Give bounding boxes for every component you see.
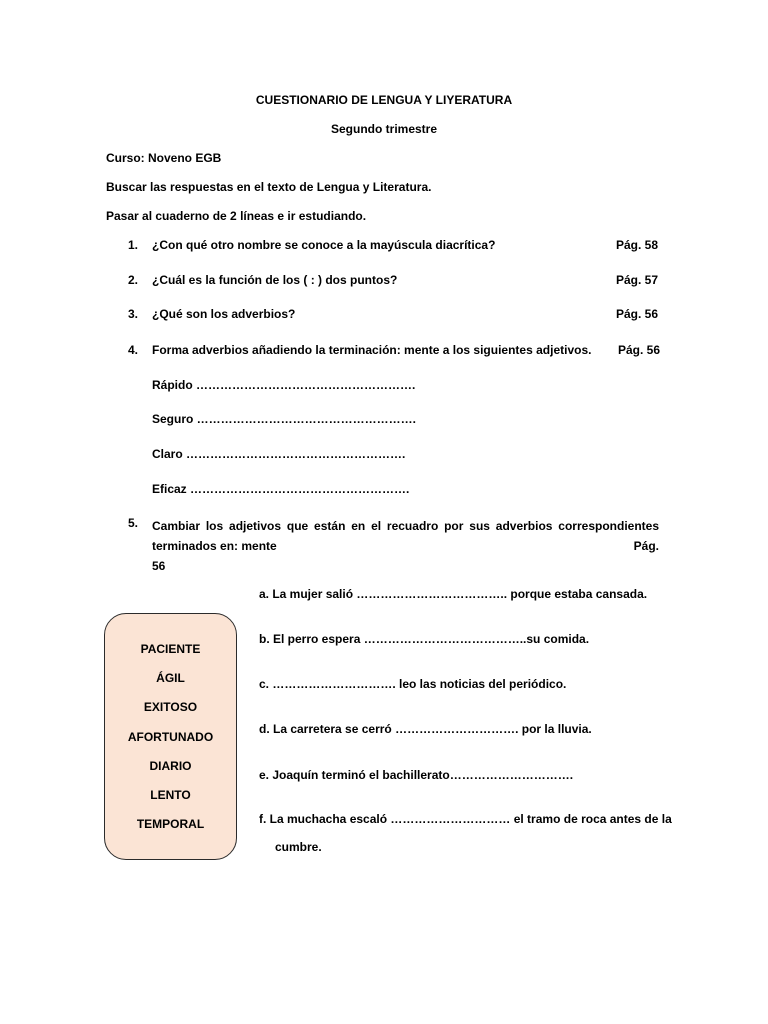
adjective-word-box: [104, 613, 237, 860]
question-5-number: 5.: [128, 516, 139, 530]
page-reference: Pág. 58: [615, 238, 658, 252]
fill-line-rapido: Rápido ……………………………………………….: [152, 378, 416, 392]
sentence-f-continuation: cumbre.: [275, 840, 322, 854]
question-number: 1.: [128, 238, 139, 252]
question-5-line-1: Cambiar los adjetivos que están en el recuadro por sus adverbios correspondientes: [152, 519, 659, 533]
question-4: [0, 343, 768, 363]
question-5: [152, 516, 659, 576]
page-reference-label: Pág.: [633, 539, 659, 553]
fill-line-claro: Claro ……………………………………………….: [152, 447, 406, 461]
sentence-c: c. …………………………. leo las noticias del periódico.: [259, 677, 567, 691]
question-number: 3.: [128, 307, 139, 321]
word-item: ÁGIL: [156, 671, 185, 685]
document-title: CUESTIONARIO DE LENGUA Y LIYERATURA: [255, 93, 513, 107]
question-text: ¿Qué son los adverbios?: [152, 307, 296, 321]
question-number: 2.: [128, 273, 139, 287]
page-reference: Pág. 56: [617, 343, 660, 357]
word-item: LENTO: [150, 788, 191, 802]
question-2: [0, 273, 768, 293]
page-reference: Pág. 57: [615, 273, 658, 287]
question-text: ¿Con qué otro nombre se conoce a la mayúscula diacrítica?: [152, 238, 496, 252]
word-item: TEMPORAL: [136, 817, 205, 831]
word-item: DIARIO: [149, 759, 192, 773]
course-label: Curso: Noveno EGB: [106, 151, 222, 165]
page-reference-number: 56: [152, 559, 166, 573]
question-text: Forma adverbios añadiendo la terminación: mente a los siguientes adjetivos.: [152, 343, 592, 357]
question-text: ¿Cuál es la función de los ( : ) dos puntos?: [152, 273, 398, 287]
sentence-a: a. La mujer salió ……………………………….. porque estaba cansada.: [259, 587, 648, 601]
question-3: [0, 307, 768, 327]
sentence-f: f. La muchacha escaló ………………………… el tramo de roca antes de la: [259, 812, 672, 826]
sentence-b: b. El perro espera …………………………………..su comida.: [259, 632, 590, 646]
instruction-1: Buscar las respuestas en el texto de Lengua y Literatura.: [106, 180, 432, 194]
instruction-2: Pasar al cuaderno de 2 líneas e ir estudiando.: [106, 209, 367, 223]
fill-line-eficaz: Eficaz ……………………………………………….: [152, 482, 410, 496]
question-5-text: terminados en: mente: [152, 539, 277, 553]
question-number: 4.: [128, 343, 139, 357]
question-1: [0, 238, 768, 258]
word-item: AFORTUNADO: [127, 730, 214, 744]
document-subtitle: Segundo trimestre: [330, 122, 438, 136]
sentence-d: d. La carretera se cerró …………………………. por la lluvia.: [259, 722, 592, 736]
question-5-line-2: [152, 536, 659, 556]
fill-line-seguro: Seguro ……………………………………………….: [152, 412, 417, 426]
word-item: EXITOSO: [143, 700, 198, 714]
word-item: PACIENTE: [140, 642, 201, 656]
sentence-e: e. Joaquín terminó el bachillerato………………………….: [259, 768, 574, 782]
page-reference: Pág. 56: [615, 307, 658, 321]
